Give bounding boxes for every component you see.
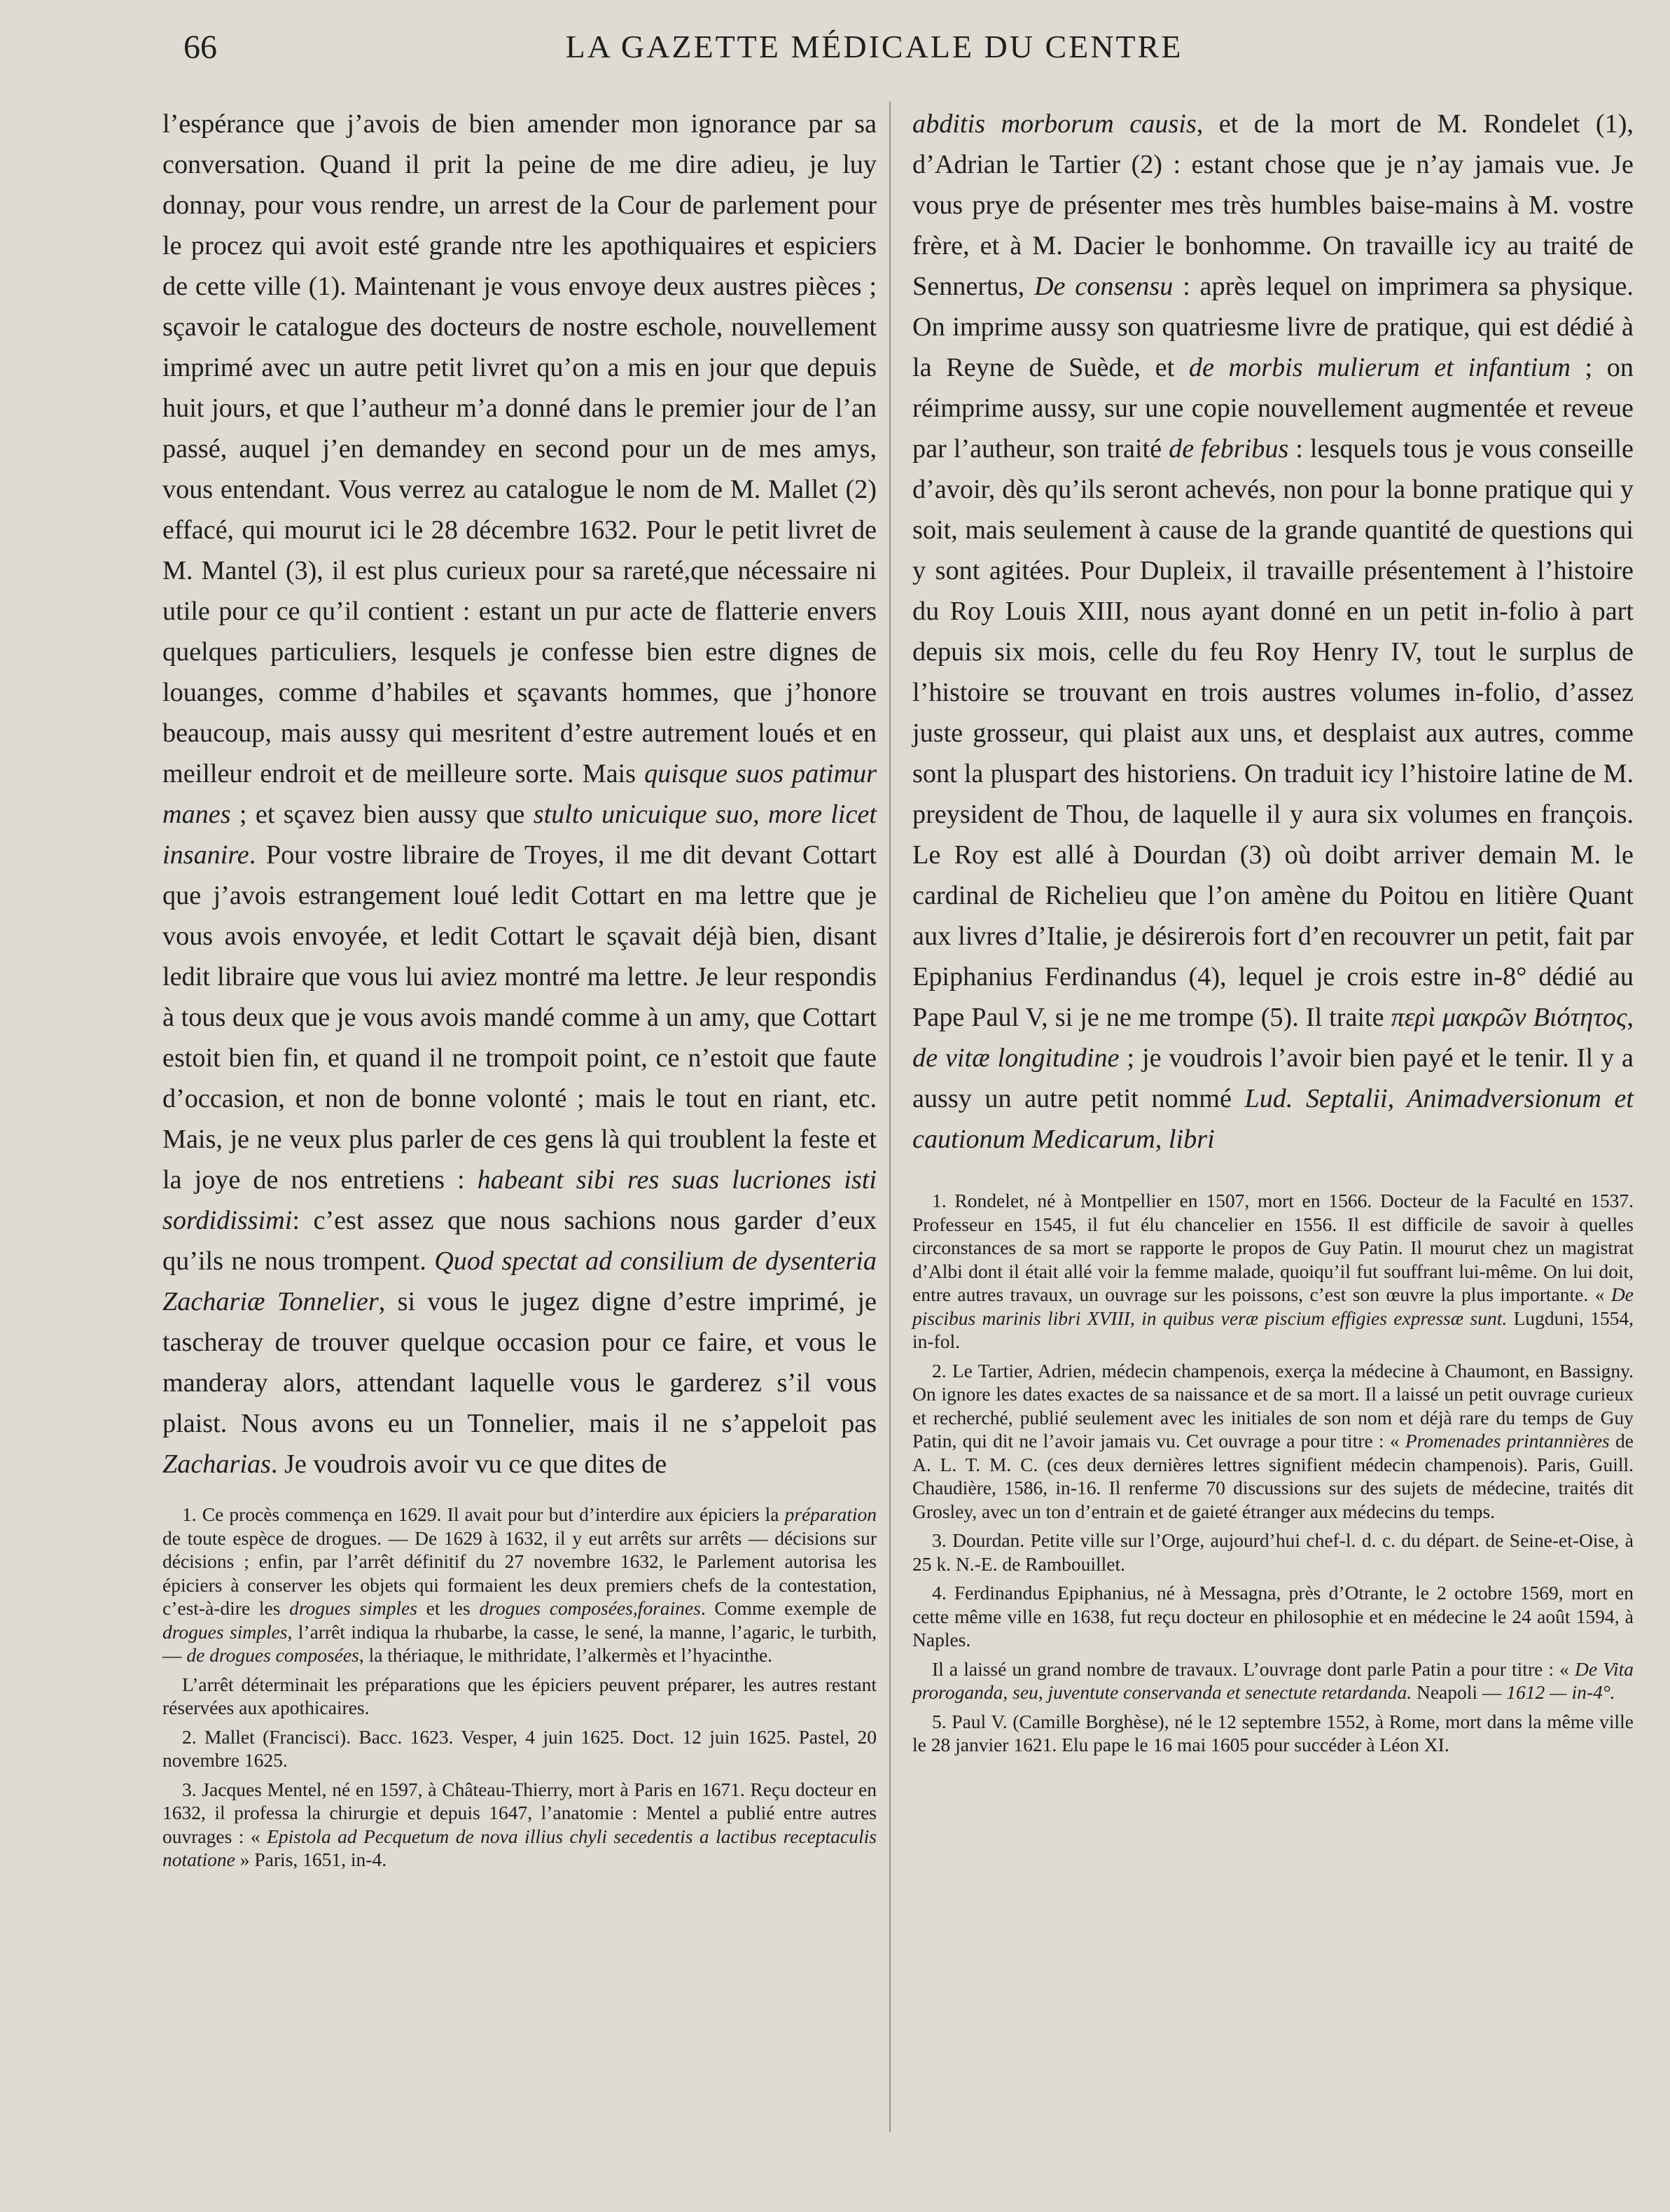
text-run: . Pour vostre libraire de Troyes, il me dit devant Cottart que j’avois estrangement loué ledit Cottart en ma lettre que je vous avois envoyée, et ledit Cottart le sçavait déjà bien, disant ledit libraire que vous lui aviez montré ma lettre. Je leur respondis à tous deux que je vous avois mandé comme à un amy, que Cottart estoit bien fin, et quand il ne trompoit point, ce n’estoit que faute d’occasion, et non de bonne volonté ; mais le tout en riant, etc. Mais, je ne veux plus parler de ces gens là qui troublent la feste et la joye de nos entretiens : [162,840,877,1195]
italic-text-run: de febribus [1169,434,1289,464]
text-run: » Paris, 1651, in-4. [235,1849,387,1870]
footnote [162,1503,877,1667]
text-run: ; et sçavez bien aussy que [230,800,534,829]
italic-text-run: Quod spectat ad consilium de dysenteria Zachariæ Tonnelier [162,1246,877,1316]
footnote [912,1581,1634,1652]
journal-title: LA GAZETTE MÉDICALE DU CENTRE [565,29,1183,64]
footnote [162,1673,877,1720]
italic-text-run: drogues simples [289,1597,417,1619]
italic-text-run: de vitæ longitudine [912,1043,1120,1073]
italic-text-run: De consensu [1034,272,1174,301]
text-run: 4. Ferdinandus Epiphanius, né à Messagna, près d’Otrante, le 2 octobre 1569, mort en cette même ville en 1638, fut reçu docteur en philosophie et en médecine le 24 août 1594, à Naples. [912,1582,1634,1650]
italic-text-run: 1612 — in-4°. [1506,1681,1615,1703]
italic-text-run: habeant sibi res suas lucriones isti sordidissimi [162,1165,877,1235]
right-footnotes [912,1189,1634,1757]
italic-text-run: Zacharias [162,1449,271,1479]
text-run: 1. Ce procès commença en 1629. Il avait pour but d’interdire aux épiciers la [182,1503,785,1525]
italic-text-run: Promenades printannières [1405,1430,1610,1452]
footnote [912,1359,1634,1524]
text-run: , et de la mort de M. Rondelet (1), d’Adrian le Tartier (2) : estant chose que je n’ay jamais vue. Je vous prye de présenter mes très humbles baise-mains à M. vostre frère, et à M. Dacier le bonhomme. On travaille icy au traité de Sennertus, [912,109,1634,301]
text-run: : après lequel on imprimera sa physique. On imprime aussy son quatriesme livre de pratique, qui est dédié à la Reyne de Suède, et [912,272,1634,382]
text-run: de A. L. T. M. C. (ces deux dernières lettres signifient médecin champenois). Paris, Guill. Chaudière, 1586, in-16. Il renferme 70 discussions sur des sujets de médecine, traités dit Grosley, avec un ton d’entrain et de gaieté étranger aux médecins du temps. [912,1430,1634,1522]
left-body-text [162,104,877,1484]
text-run: ; je voudrois l’avoir bien payé et le tenir. Il y a aussy un autre petit nommé [912,1043,1634,1113]
italic-text-run: stulto unicuique suo, more licet insanire [162,800,877,870]
page-header [183,28,1621,70]
text-run: 5. Paul V. (Camille Borghèse), né le 12 septembre 1552, à Rome, mort dans la même ville le 28 janvier 1621. Elu pape le 16 mai 1605 pour succéder à Léon XI. [912,1710,1634,1755]
italic-text-run: quisque suos patimur manes [162,759,877,829]
footnote [162,1778,877,1872]
text-run: , [1627,1003,1634,1032]
italic-text-run: Epistola ad Pecquetum de nova illius chyli secedentis a lactibus receptaculis notatione [162,1825,877,1870]
italic-text-run: περὶ μακρῶν Βιότητος [1391,1003,1627,1032]
italic-text-run: drogues composées,foraines [479,1597,701,1619]
text-run: 1. Rondelet, né à Montpellier en 1507, mort en 1566. Docteur de la Faculté en 1537. Professeur en 1545, il fut élu chancelier en 1556. Il est difficile de savoir à quelles circonstances de sa mort se rapporte le propos de Guy Patin. Il mourut chez un magistrat d’Albi dont il était allé voir la femme malade, quoiqu’il fut souffrant lui-même. On lui doit, entre autres travaux, un ouvrage sur les poissons, c’est son œuvre la plus importante. « [912,1190,1634,1305]
text-run: 2. Le Tartier, Adrien, médecin champenois, exerça la médecine à Chaumont, en Bassigny. On ignore les dates exactes de sa naissance et de sa mort. Il a laissé un petit ouvrage curieux et recherché, publié seulement avec les initiales de son nom et déjà rare du temps de Guy Patin, qui dit ne l’avoir jamais vu. Cet ouvrage a pour titre : « [912,1359,1634,1452]
italic-text-run: drogues simples [162,1620,288,1643]
right-body-paragraph [912,104,1634,1160]
right-column [912,104,1634,1762]
italic-text-run: De Vita proroganda, seu, juventute conservanda et senectute retardanda. [912,1657,1634,1703]
text-run: et les [417,1597,480,1619]
text-run: 3. Jacques Mentel, né en 1597, à Château-Thierry, mort à Paris en 1671. Reçu docteur en 1632, il professa la chirurgie et depuis 1647, l’anatomie : Mentel a publié entre autres ouvrages : « [162,1778,877,1847]
footnote [912,1710,1634,1757]
italic-text-run: de drogues composées [186,1644,359,1666]
text-run: , l’arrêt indiqua la rhubarbe, la casse, le sené, la manne, l’agaric, le turbith, — [162,1620,877,1666]
text-run: L’arrêt déterminait les préparations que les épiciers peuvent préparer, les autres restant réservées aux apothicaires. [162,1673,877,1718]
column-divider [889,102,891,2132]
right-body-text [912,104,1634,1160]
text-run: , si vous le jugez digne d’estre imprimé, je tascheray de trouver quelque occasion pour ce faire, et vous le manderay alors, attendant laquelle vous le garderez s’il vous plaist. Nous avons eu un Tonnelier, mais il ne s’appeloit pas [162,1287,877,1438]
left-footnotes [162,1503,877,1872]
text-run: Lugduni, 1554, in-fol. [912,1307,1634,1352]
text-run: de toute espèce de drogues. — De 1629 à 1632, il y eut arrêts sur arrêts — décisions sur décisions ; enfin, par l’arrêt définitif du 27 novembre 1632, le Parlement autorisa les épiciers à conserver les objets qui formaient les deux premiers chefs de la contestation, c’est-à-dire les [162,1526,877,1619]
text-run: Il a laissé un grand nombre de travaux. L’ouvrage dont parle Patin a pour titre : « [932,1657,1575,1680]
text-run: . Comme exemple de [700,1597,877,1619]
text-run: 3. Dourdan. Petite ville sur l’Orge, aujourd’hui chef-l. d. c. du départ. de Seine-et-Oise, à 25 k. N.-E. de Rambouillet. [912,1529,1634,1575]
text-run: ; on réimprime aussy, sur une copie nouvellement augmentée et reveue par l’autheur, son traité [912,353,1634,464]
text-run: Neapoli — [1412,1681,1507,1703]
italic-text-run: Lud. Septalii, Animadversionum et cautionum Medicarum, libri [912,1084,1634,1154]
footnote [912,1529,1634,1575]
footnote [912,1189,1634,1354]
text-run: , la thériaque, le mithridate, l’alkermès et l’hyacinthe. [359,1644,773,1666]
left-column [162,104,877,1877]
text-run: : c’est assez que nous sachions nous garder d’eux qu’ils ne nous trompent. [162,1206,877,1276]
page-number: 66 [183,29,217,66]
footnote [162,1725,877,1772]
text-run: : lesquels tous je vous conseille d’avoir, dès qu’ils seront achevés, non pour la bonne pratique qui y soit, mais seulement à cause de la grande quantité de questions qui y sont agitées. Pour Dupleix, il travaille présentement à l’histoire du Roy Louis XIII, nous ayant donné en un petit in-folio à part depuis six mois, celle du feu Roy Henry IV, tout le surplus de l’histoire se trouvant en trois austres volumes in-folio, d’assez juste grosseur, qui plaist aux uns, et desplaist aux autres, comme sont la pluspart des historiens. On traduit icy l’histoire latine de M. preysident de Thou, de laquelle il y aura six volumes en françois. Le Roy est allé à Dourdan (3) où doibt arriver demain M. le cardinal de Richelieu que l’on amène du Poitou en litière Quant aux livres d’Italie, je désirerois fort d’en recouvrer un petit, fait par Epiphanius Ferdinandus (4), lequel je crois estre in-8° dédié au Pape Paul V, si je ne me trompe (5). Il traite [912,434,1634,1032]
italic-text-run: préparation [784,1503,877,1525]
footnote [912,1657,1634,1704]
text-run: l’espérance que j’avois de bien amender mon ignorance par sa conversation. Quand il prit la peine de me dire adieu, je luy donnay, pour vous rendre, un arrest de la Cour de parlement pour le procez qui avoit esté grande ntre les apothiquaires et espiciers de cette ville (1). Maintenant je vous envoye deux austres pièces ; sçavoir le catalogue des docteurs de nostre eschole, nouvellement imprimé avec un autre petit livret qu’on a mis en jour que depuis huit jours, et que l’autheur m’a donné dans le premier jour de l’an passé, auquel j’en demandey en second pour un de mes amys, vous entendant. Vous verrez au catalogue le nom de M. Mallet (2) effacé, qui mourut ici le 28 décembre 1632. Pour le petit livret de M. Mantel (3), il est plus curieux pour sa rareté,que nécessaire ni utile pour ce qu’il contient : estant un pur acte de flatterie envers quelques particuliers, lesquels je confesse bien estre dignes de louanges, comme d’habiles et sçavants hommes, que j’honore beaucoup, mais aussy qui mesritent d’estre autrement loués et en meilleur endroit et de meilleure sorte. Mais [162,109,877,788]
text-run: . Je voudrois avoir vu ce que dites de [270,1449,667,1479]
left-body-paragraph [162,104,877,1484]
text-run: 2. Mallet (Francisci). Bacc. 1623. Vesper, 4 juin 1625. Doct. 12 juin 1625. Pastel, 20 novembre 1625. [162,1725,877,1771]
italic-text-run: abditis morborum causis [912,109,1197,139]
italic-text-run: de morbis mulierum et infantium [1188,353,1571,382]
italic-text-run: De piscibus marinis libri XVIII, in quibus veræ piscium effigies expressæ sunt. [912,1284,1634,1329]
